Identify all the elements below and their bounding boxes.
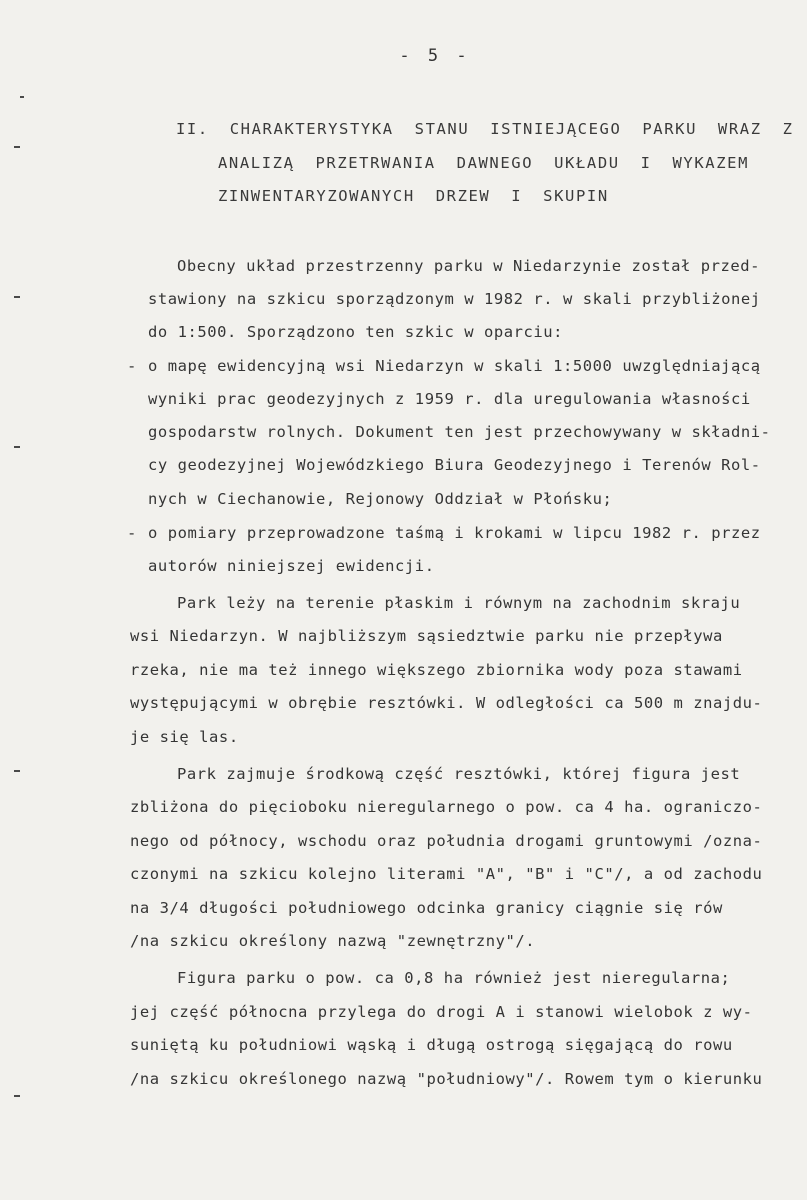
text-line: cy geodezyjnej Wojewódzkiego Biura Geodezyjnego i Terenów Rol- — [148, 456, 761, 474]
section-heading-line-3: ZINWENTARYZOWANYCH DRZEW I SKUPIN — [218, 187, 609, 205]
text-line: nego od północy, wschodu oraz południa drogami gruntowymi /ozna- — [130, 832, 763, 850]
text-line: stawiony na szkicu sporządzonym w 1982 r. w skali przybliżonej — [148, 290, 761, 308]
margin-mark — [14, 1095, 20, 1097]
section-heading-line-2: ANALIZĄ PRZETRWANIA DAWNEGO UKŁADU I WYKAZEM — [218, 154, 749, 172]
margin-mark — [14, 296, 20, 298]
text-line: gospodarstw rolnych. Dokument ten jest przechowywany w składni- — [148, 423, 771, 441]
text-line: na 3/4 długości południowego odcinka granicy ciągnie się rów — [130, 899, 723, 917]
section-heading-line-1: II. CHARAKTERYSTYKA STANU ISTNIEJĄCEGO PARKU WRAZ Z — [176, 120, 794, 138]
margin-mark — [20, 96, 24, 98]
text-line: Figura parku o pow. ca 0,8 ha również jest nieregularna; — [177, 969, 731, 987]
text-line: wsi Niedarzyn. W najbliższym sąsiedztwie parku nie przepływa — [130, 627, 723, 645]
text-line: Park leży na terenie płaskim i równym na zachodnim skraju — [177, 594, 741, 612]
text-line: jej część północna przylega do drogi A i stanowi wielobok z wy- — [130, 1003, 753, 1021]
bullet-dash: - — [127, 357, 137, 375]
text-line: czonymi na szkicu kolejno literami "A", "B" i "C"/, a od zachodu — [130, 865, 763, 883]
margin-mark — [14, 446, 20, 448]
text-line: do 1:500. Sporządzono ten szkic w oparciu: — [148, 323, 564, 341]
bullet-dash: - — [127, 524, 137, 542]
text-line: suniętą ku południowi wąską i długą ostrogą sięgającą do rowu — [130, 1036, 733, 1054]
text-line: /na szkicu określony nazwą "zewnętrzny"/. — [130, 932, 536, 950]
text-line: je się las. — [130, 728, 239, 746]
page-number: - 5 - — [399, 46, 471, 66]
text-line: autorów niniejszej ewidencji. — [148, 557, 435, 575]
text-line: występującymi w obrębie resztówki. W odległości ca 500 m znajdu- — [130, 694, 763, 712]
text-line: nych w Ciechanowie, Rejonowy Oddział w Płońsku; — [148, 490, 613, 508]
text-line: Obecny układ przestrzenny parku w Niedarzynie został przed- — [177, 257, 761, 275]
text-line: o mapę ewidencyjną wsi Niedarzyn w skali 1:5000 uwzględniającą — [148, 357, 761, 375]
text-line: /na szkicu określonego nazwą "południowy"/. Rowem tym o kierunku — [130, 1070, 763, 1088]
text-line: Park zajmuje środkową część resztówki, której figura jest — [177, 765, 741, 783]
text-line: zbliżona do pięcioboku nieregularnego o pow. ca 4 ha. ograniczo- — [130, 798, 763, 816]
text-line: o pomiary przeprowadzone taśmą i krokami w lipcu 1982 r. przez — [148, 524, 761, 542]
margin-mark — [14, 146, 20, 148]
text-line: wyniki prac geodezyjnych z 1959 r. dla uregulowania własności — [148, 390, 751, 408]
margin-mark — [14, 770, 20, 772]
text-line: rzeka, nie ma też innego większego zbiornika wody poza stawami — [130, 661, 743, 679]
